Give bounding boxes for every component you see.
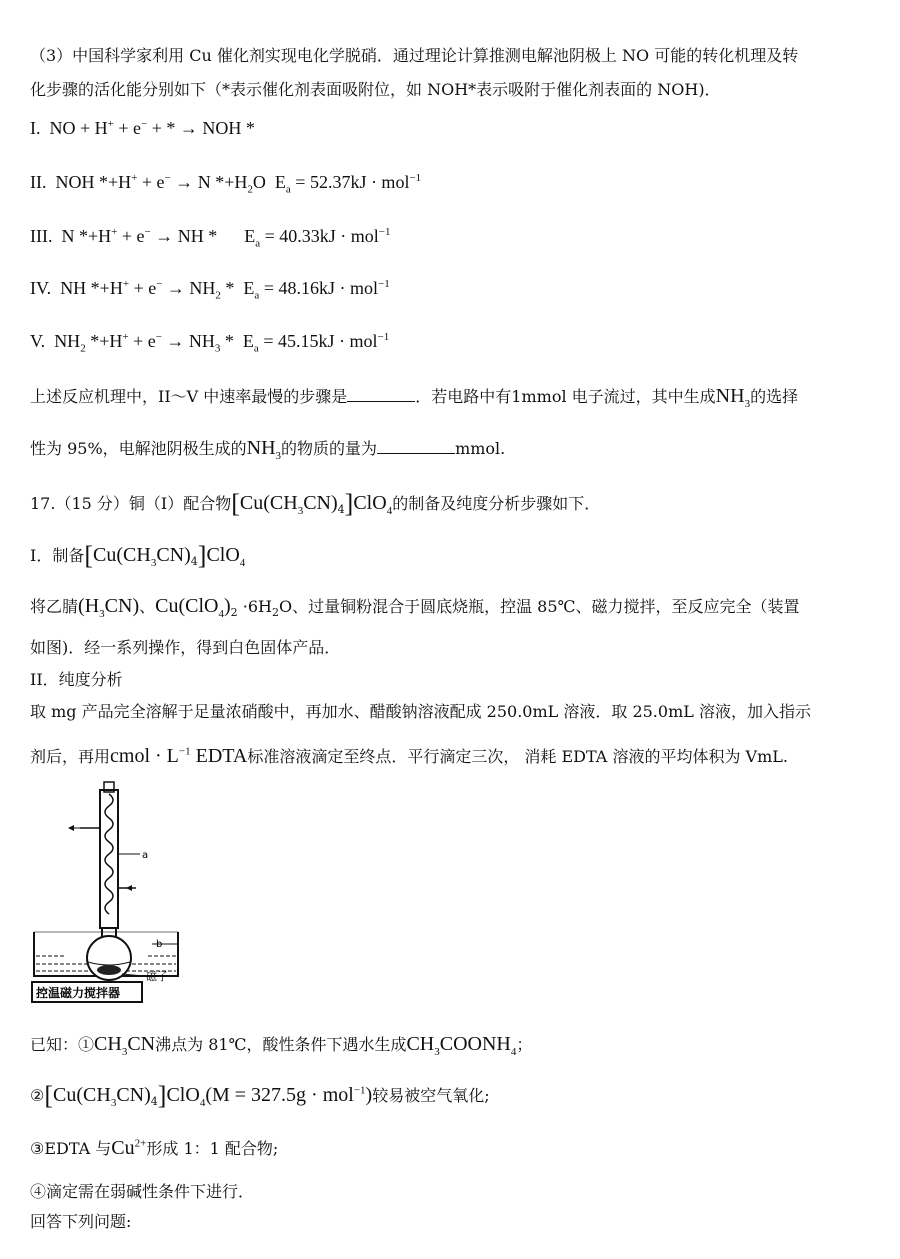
step-5: V. $NH_2$ $*+H^+ + e^- \to NH_3 * E_a = 45.15kJ \cdot mol^{-1}$ — [30, 331, 390, 355]
step-4-ea: 48.16kJ · mol — [278, 278, 378, 298]
prep-text: 、过量铜粉混合于圆底烧瓶，控温 85℃、磁力搅拌，至反应完全（装置 — [292, 597, 800, 616]
label-a: a — [142, 850, 149, 861]
known-1: 已知：$①CH_3CN$沸点为 81℃，酸性条件下遇水生成$CH_3COONH_4$； — [30, 1033, 533, 1058]
answer-prompt: 回答下列问题: — [30, 1212, 132, 1231]
question-text: mmol. — [455, 439, 506, 458]
known-text: 形成 1：1 配合物; — [146, 1139, 279, 1158]
analysis-line-2: 剂后，再用cmol · $L^{-1}$ EDTA标准溶液滴定至终点．平行滴定三次， 消耗 EDTA 溶液的平均体积为 VmL. — [30, 745, 788, 767]
question-text: 上述反应机理中，II～V 中速率最慢的步骤是 — [30, 387, 348, 406]
step-1: I. NO + H+ + e− + * → NOH * — [30, 118, 255, 138]
analysis-text: 标准溶液滴定至终点．平行滴定三次， 消耗 EDTA 溶液的平均体积为 VmL. — [247, 747, 788, 766]
intro-line-2: 化步骤的活化能分别如下（*表示催化剂表面吸附位，如 NOH*表示吸附于催化剂表面的 NOH)． — [30, 80, 721, 99]
prep-line-2: 如图)．经一系列操作，得到白色固体产品． — [30, 638, 341, 657]
question-line-2: 性为 95%，电解池阴极生成的$NH_3$的物质的量为 mmol. — [30, 437, 506, 462]
label-stir-bar: 磁子 — [146, 970, 168, 983]
known-3: ③EDTA 与$Cu^{2+}$形成 1：1 配合物; — [30, 1137, 279, 1159]
stirrer-label: 控温磁力搅拌器 — [36, 986, 121, 1000]
step-5-ea: 45.15kJ · mol — [277, 331, 378, 351]
analysis-line-1: 取 mg 产品完全溶解于足量浓硝酸中，再加水、醋酸钠溶液配成 250.0mL 溶液．取 25.0mL 溶液，加入指示 — [30, 702, 811, 721]
problem-17-title: 17.（15 分）铜（I）配合物 — [30, 494, 232, 513]
prep-line-1: 将乙腈$(H_3CN)$、$Cu(ClO_4)_2 \cdot 6H_2O$、过量铜粉混合于圆底烧瓶，控温 85℃、磁力搅拌，至反应完全（装置 — [30, 595, 800, 620]
step-1-label: I. — [30, 118, 41, 138]
question-text: 性为 95%，电解池阴极生成的 — [30, 439, 247, 458]
question-text: 的选择 — [750, 387, 799, 406]
known-text: 沸点为 81℃，酸性条件下遇水生成 — [155, 1035, 407, 1054]
section-2-heading: II．纯度分析 — [30, 670, 123, 689]
question-text: 的物质的量为 — [281, 439, 378, 458]
answer-blank-2[interactable] — [377, 439, 455, 454]
step-4: IV. NH $*+H^+ + e^- \to NH_2 * E_a = 48.16kJ \cdot mol^{-1}$ — [30, 278, 390, 302]
known-text: 较易被空气氧化; — [372, 1086, 490, 1105]
step-3: III. N *+H+ + e− → NH * $E_a = 40.33kJ \cdot mol^{-1}$ — [30, 226, 391, 250]
answer-blank-1[interactable] — [347, 387, 415, 402]
problem-17-header: 17.（15 分）铜（I）配合物$[Cu(CH_3CN)_4]ClO_4$的制备及纯度分析步骤如下． — [30, 489, 601, 518]
step-2: II. NOH *+H+ + e− → N $*+H_2O$ $E_a = 52.37kJ \cdot mol^{-1}$ — [30, 172, 422, 196]
section-1-label: I．制备 — [30, 546, 85, 565]
label-b: b — [156, 939, 163, 950]
section-1-heading: I．制备$[Cu(CH_3CN)_4]ClO_4$ — [30, 541, 246, 570]
step-3-label: III. — [30, 226, 53, 246]
step-2-label: II. — [30, 172, 47, 192]
apparatus-figure — [28, 780, 188, 1012]
question-text: ．若电路中有1mmol 电子流过，其中生成 — [415, 387, 716, 406]
problem-17-title-tail: 的制备及纯度分析步骤如下． — [392, 494, 601, 513]
prep-text: 将乙腈 — [30, 597, 79, 616]
question-line-1: 上述反应机理中，II～V 中速率最慢的步骤是 ．若电路中有1mmol 电子流过，其中生成$NH_3$的选择 — [30, 385, 799, 410]
step-5-label: V. — [30, 331, 46, 351]
step-4-label: IV. — [30, 278, 52, 298]
known-text: 已知：① — [30, 1035, 95, 1054]
known-2: $②[Cu(CH_3CN)_4]ClO_4(M = 327.5g \cdot mol^{-1})$较易被空气氧化; — [30, 1081, 490, 1110]
step-2-ea: 52.37kJ · mol — [309, 172, 410, 192]
intro-line-1: （3）中国科学家利用 Cu 催化剂实现电化学脱硝．通过理论计算推测电解池阴极上 NO 可能的转化机理及转 — [30, 46, 799, 65]
known-text: ③EDTA 与 — [30, 1139, 112, 1158]
analysis-text: 剂后，再用 — [30, 747, 111, 766]
step-3-ea: 40.33kJ · mol — [279, 226, 379, 246]
known-4: ④滴定需在弱碱性条件下进行． — [30, 1182, 255, 1201]
